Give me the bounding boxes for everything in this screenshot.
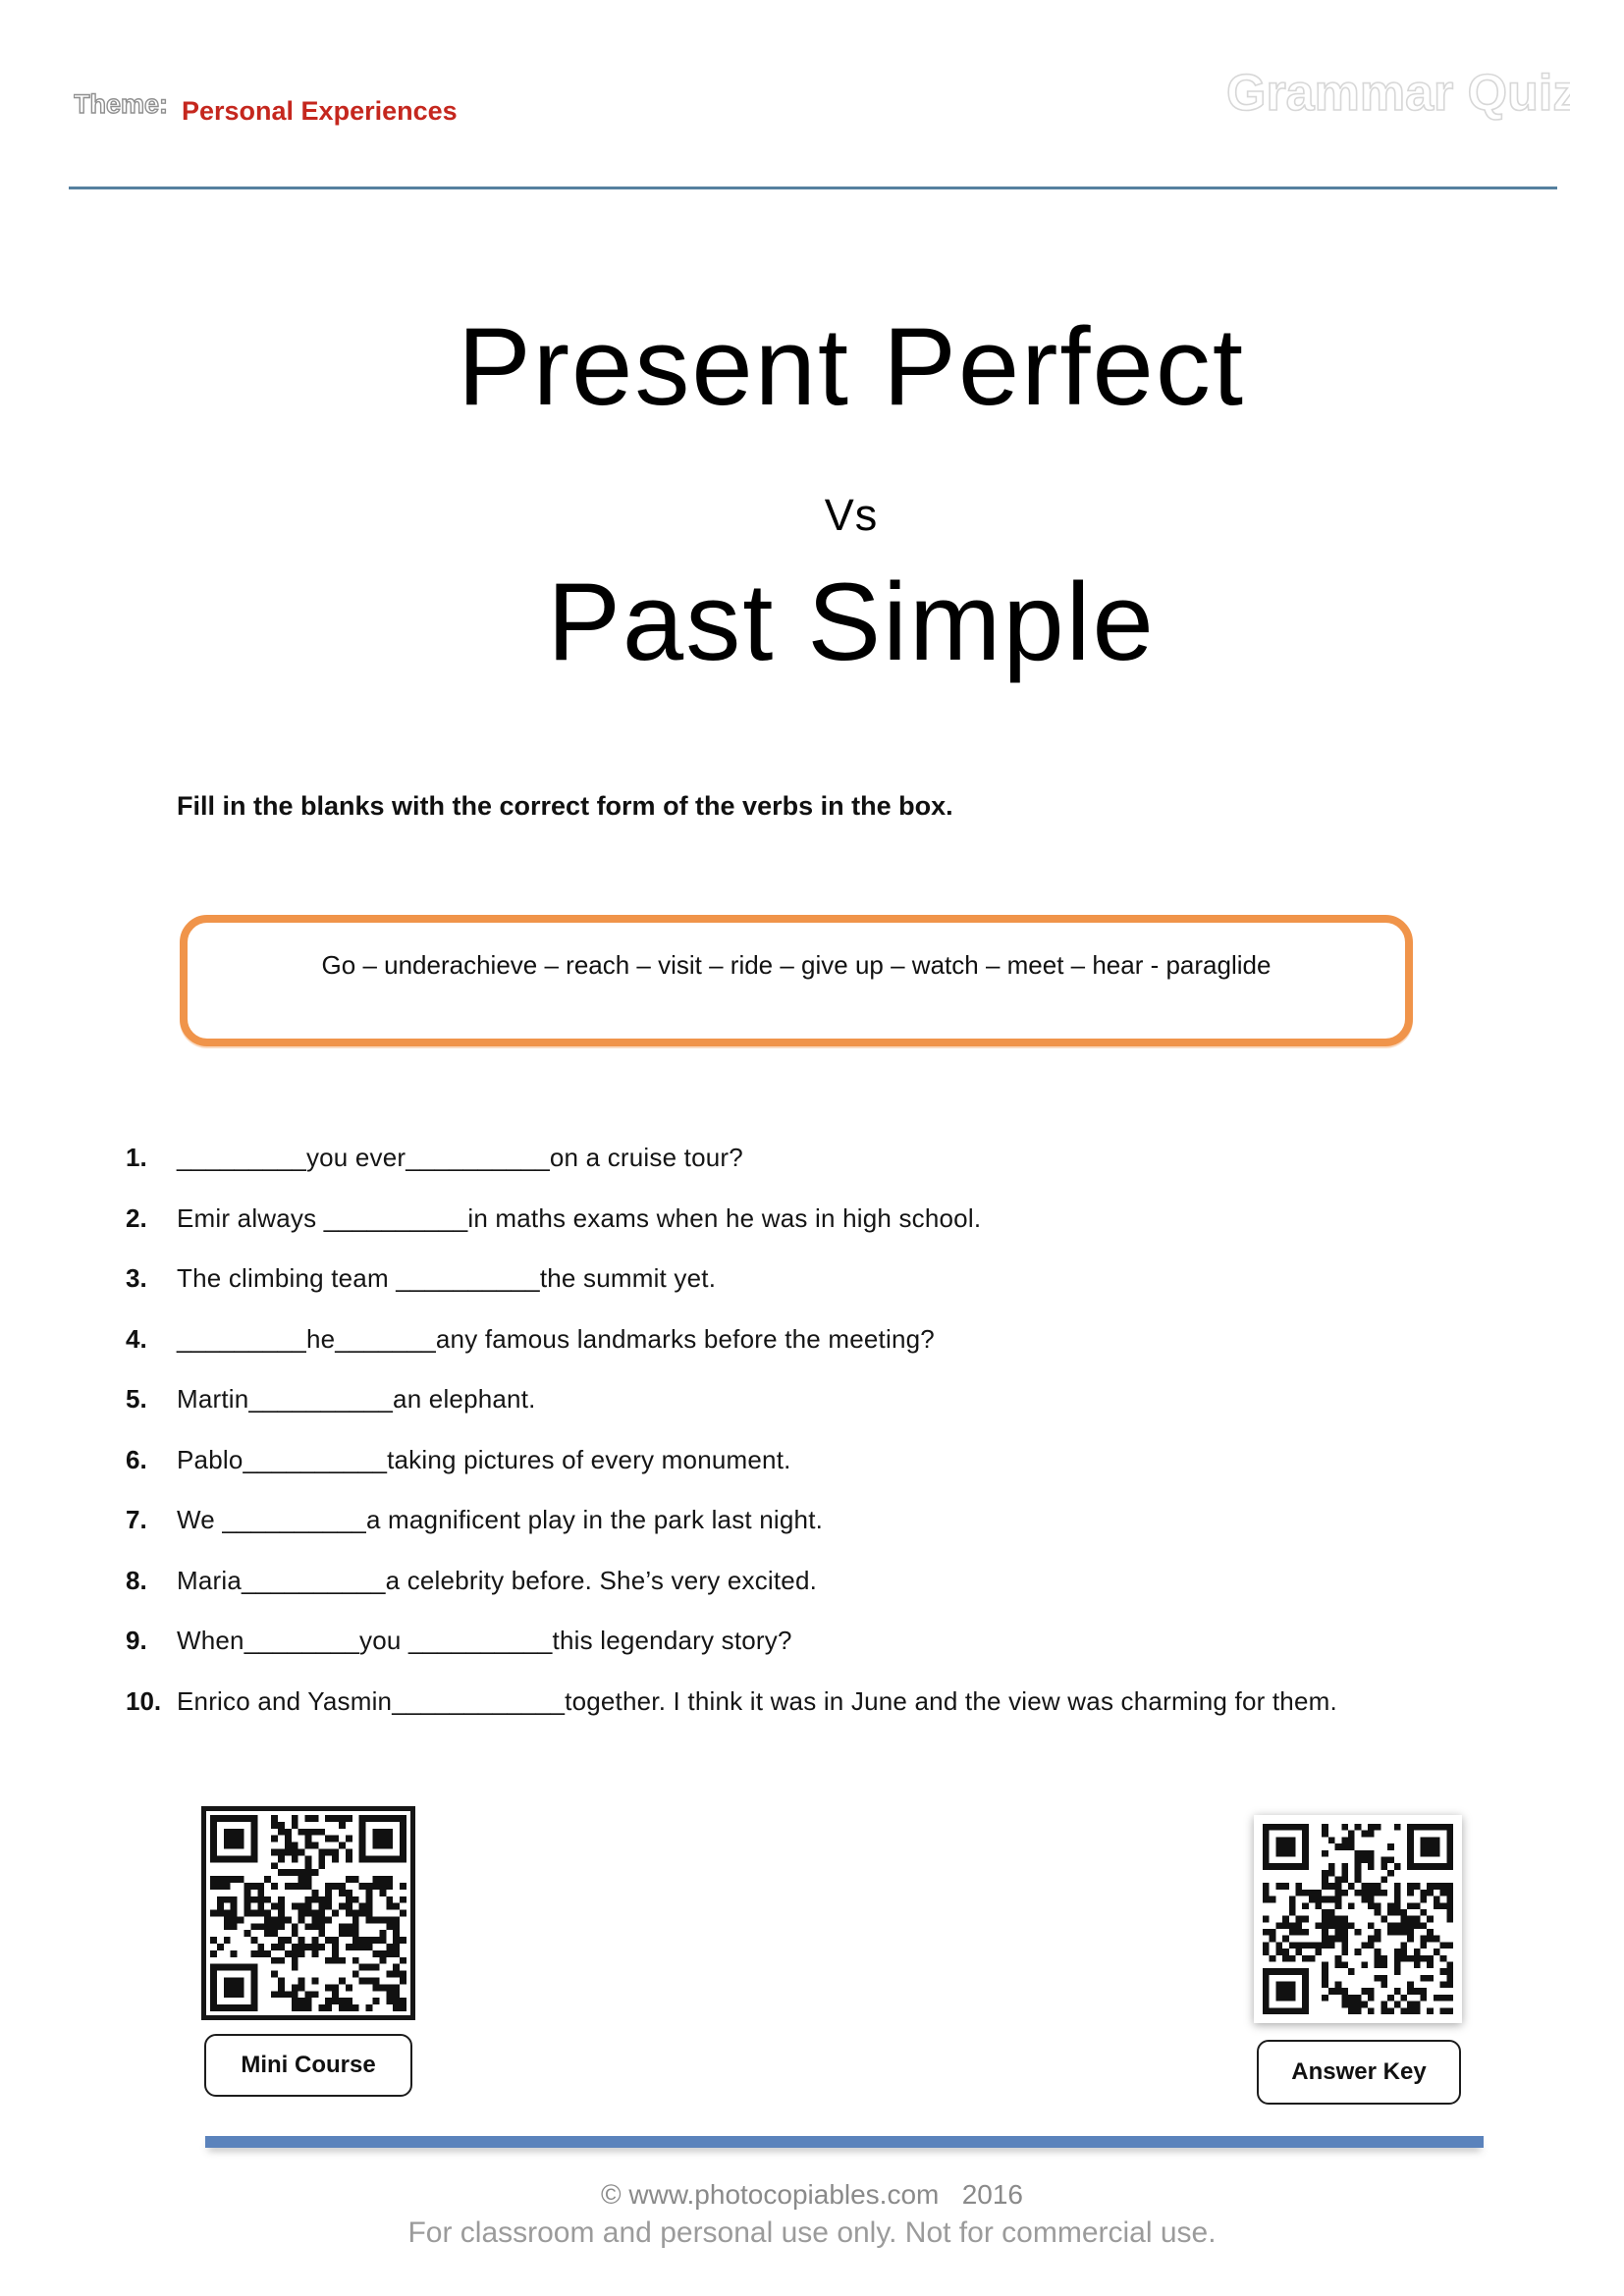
question-text: The climbing team __________the summit yet.: [177, 1263, 717, 1293]
question-number: 5.: [126, 1384, 147, 1414]
question-number: 6.: [126, 1444, 147, 1474]
question-row: [126, 1143, 1520, 1203]
question-number: 8.: [126, 1565, 147, 1595]
question-row: [126, 1324, 1520, 1385]
question-text: Enrico and Yasmin____________together. I think it was in June and the view was charming for them.: [177, 1685, 1337, 1716]
instruction-text: Fill in the blanks with the correct form of the verbs in the box.: [177, 791, 953, 821]
question-row: [126, 1505, 1520, 1566]
grammar-quiz-watermark: [1226, 59, 1570, 133]
question-text: Martin__________an elephant.: [177, 1384, 536, 1414]
question-number: 4.: [126, 1323, 147, 1354]
question-row: [126, 1626, 1520, 1686]
footer-divider-bar: [205, 2136, 1484, 2148]
title-present-perfect: Present Perfect: [458, 305, 1245, 428]
question-text: Emir always __________in maths exams when he was in high school.: [177, 1202, 982, 1233]
questions-list: [126, 1143, 1520, 1746]
grammar-quiz-text: Grammar Quiz: [1226, 65, 1570, 122]
footer-copyright: © www.photocopiables.com 2016: [601, 2179, 1023, 2210]
question-number: 7.: [126, 1505, 147, 1534]
question-number: 10.: [126, 1685, 162, 1716]
verb-word-box-text: Go – underachieve – reach – visit – ride – give up – watch – meet – hear - paraglide: [321, 950, 1272, 980]
question-row: [126, 1686, 1520, 1747]
question-row: [126, 1384, 1520, 1445]
verb-word-box: [180, 915, 1413, 1046]
title-vs: Vs: [824, 490, 879, 540]
question-number: 9.: [126, 1626, 147, 1655]
mini-course-button[interactable]: [204, 2034, 412, 2097]
question-row: [126, 1566, 1520, 1627]
answer-key-button-label: Answer Key: [1291, 2058, 1427, 2085]
question-row: [126, 1203, 1520, 1264]
question-row: [126, 1445, 1520, 1506]
theme-label: Theme:: [74, 89, 169, 119]
question-number: 3.: [126, 1263, 147, 1293]
theme-value: Personal Experiences: [182, 96, 458, 126]
question-number: 1.: [126, 1143, 147, 1172]
question-text: Pablo__________taking pictures of every monument.: [177, 1444, 791, 1474]
answer-key-button[interactable]: [1257, 2040, 1461, 2105]
question-text: _________he_______any famous landmarks before the meeting?: [177, 1323, 935, 1354]
question-text: Maria__________a celebrity before. She’s very excited.: [177, 1565, 818, 1595]
question-text: _________you ever__________on a cruise tour?: [177, 1143, 743, 1172]
header-divider-line: [69, 187, 1557, 189]
theme-heading: [74, 86, 458, 127]
theme-label-outlined-text: [74, 86, 174, 120]
question-text: We __________a magnificent play in the park last night.: [177, 1505, 824, 1534]
answer-key-qr-code: [1254, 1815, 1462, 2023]
footer-license: For classroom and personal use only. Not for commercial use.: [407, 2216, 1217, 2249]
mini-course-button-label: Mini Course: [241, 2052, 376, 2078]
mini-course-qr-code: [201, 1806, 415, 2020]
title-past-simple: Past Simple: [547, 561, 1156, 683]
question-number: 2.: [126, 1202, 147, 1233]
question-text: When________you __________this legendary story?: [177, 1626, 792, 1655]
question-row: [126, 1263, 1520, 1324]
